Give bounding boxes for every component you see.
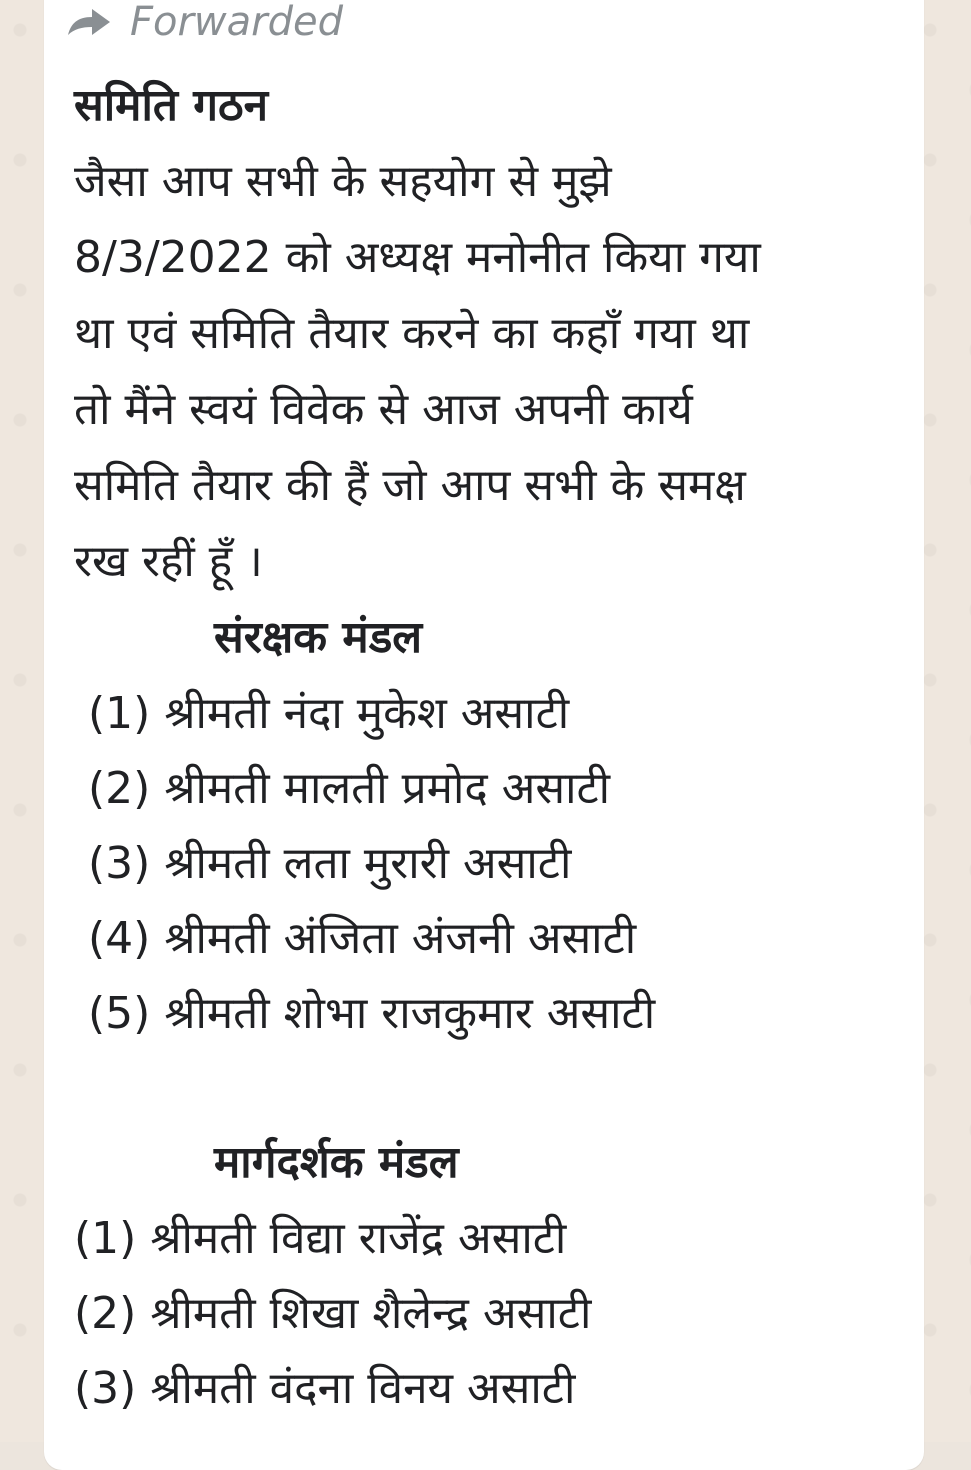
blank-line <box>74 1051 914 1125</box>
message-text[interactable] <box>74 68 914 1426</box>
guidance-board-list <box>74 1201 914 1426</box>
intro-line: था एवं समिति तैयार करने का कहाँ गया था <box>74 308 750 359</box>
intro-line: रख रहीं हूँ । <box>74 536 263 587</box>
list-item: (4) श्रीमती अंजिता अंजनी असाटी <box>88 913 637 964</box>
section-heading-patron-board: संरक्षक मंडल <box>214 612 423 663</box>
forwarded-indicator <box>66 0 343 44</box>
list-item: (3) श्रीमती लता मुरारी असाटी <box>88 838 572 889</box>
list-item: (2) श्रीमती मालती प्रमोद असाटी <box>88 763 611 814</box>
patron-board-list <box>74 676 914 1051</box>
intro-line: जैसा आप सभी के सहयोग से मुझे <box>74 156 612 207</box>
forwarded-label: Forwarded <box>130 0 343 45</box>
section-heading-guidance-board: मार्गदर्शक मंडल <box>214 1137 459 1188</box>
list-item: (5) श्रीमती शोभा राजकुमार असाटी <box>88 988 656 1039</box>
intro-line: समिति तैयार की हैं जो आप सभी के समक्ष <box>74 460 746 511</box>
list-item: (1) श्रीमती नंदा मुकेश असाटी <box>88 688 570 739</box>
forward-arrow-icon <box>66 7 112 37</box>
list-item: (1) श्रीमती विद्या राजेंद्र असाटी <box>74 1213 567 1264</box>
intro-line: 8/3/2022 को अध्यक्ष मनोनीत किया गया <box>74 232 761 283</box>
intro-line: तो मैंने स्वयं विवेक से आज अपनी कार्य <box>74 384 693 435</box>
message-title: समिति गठन <box>74 80 269 131</box>
list-item: (2) श्रीमती शिखा शैलेन्द्र असाटी <box>74 1288 592 1339</box>
list-item: (3) श्रीमती वंदना विनय असाटी <box>74 1363 576 1414</box>
